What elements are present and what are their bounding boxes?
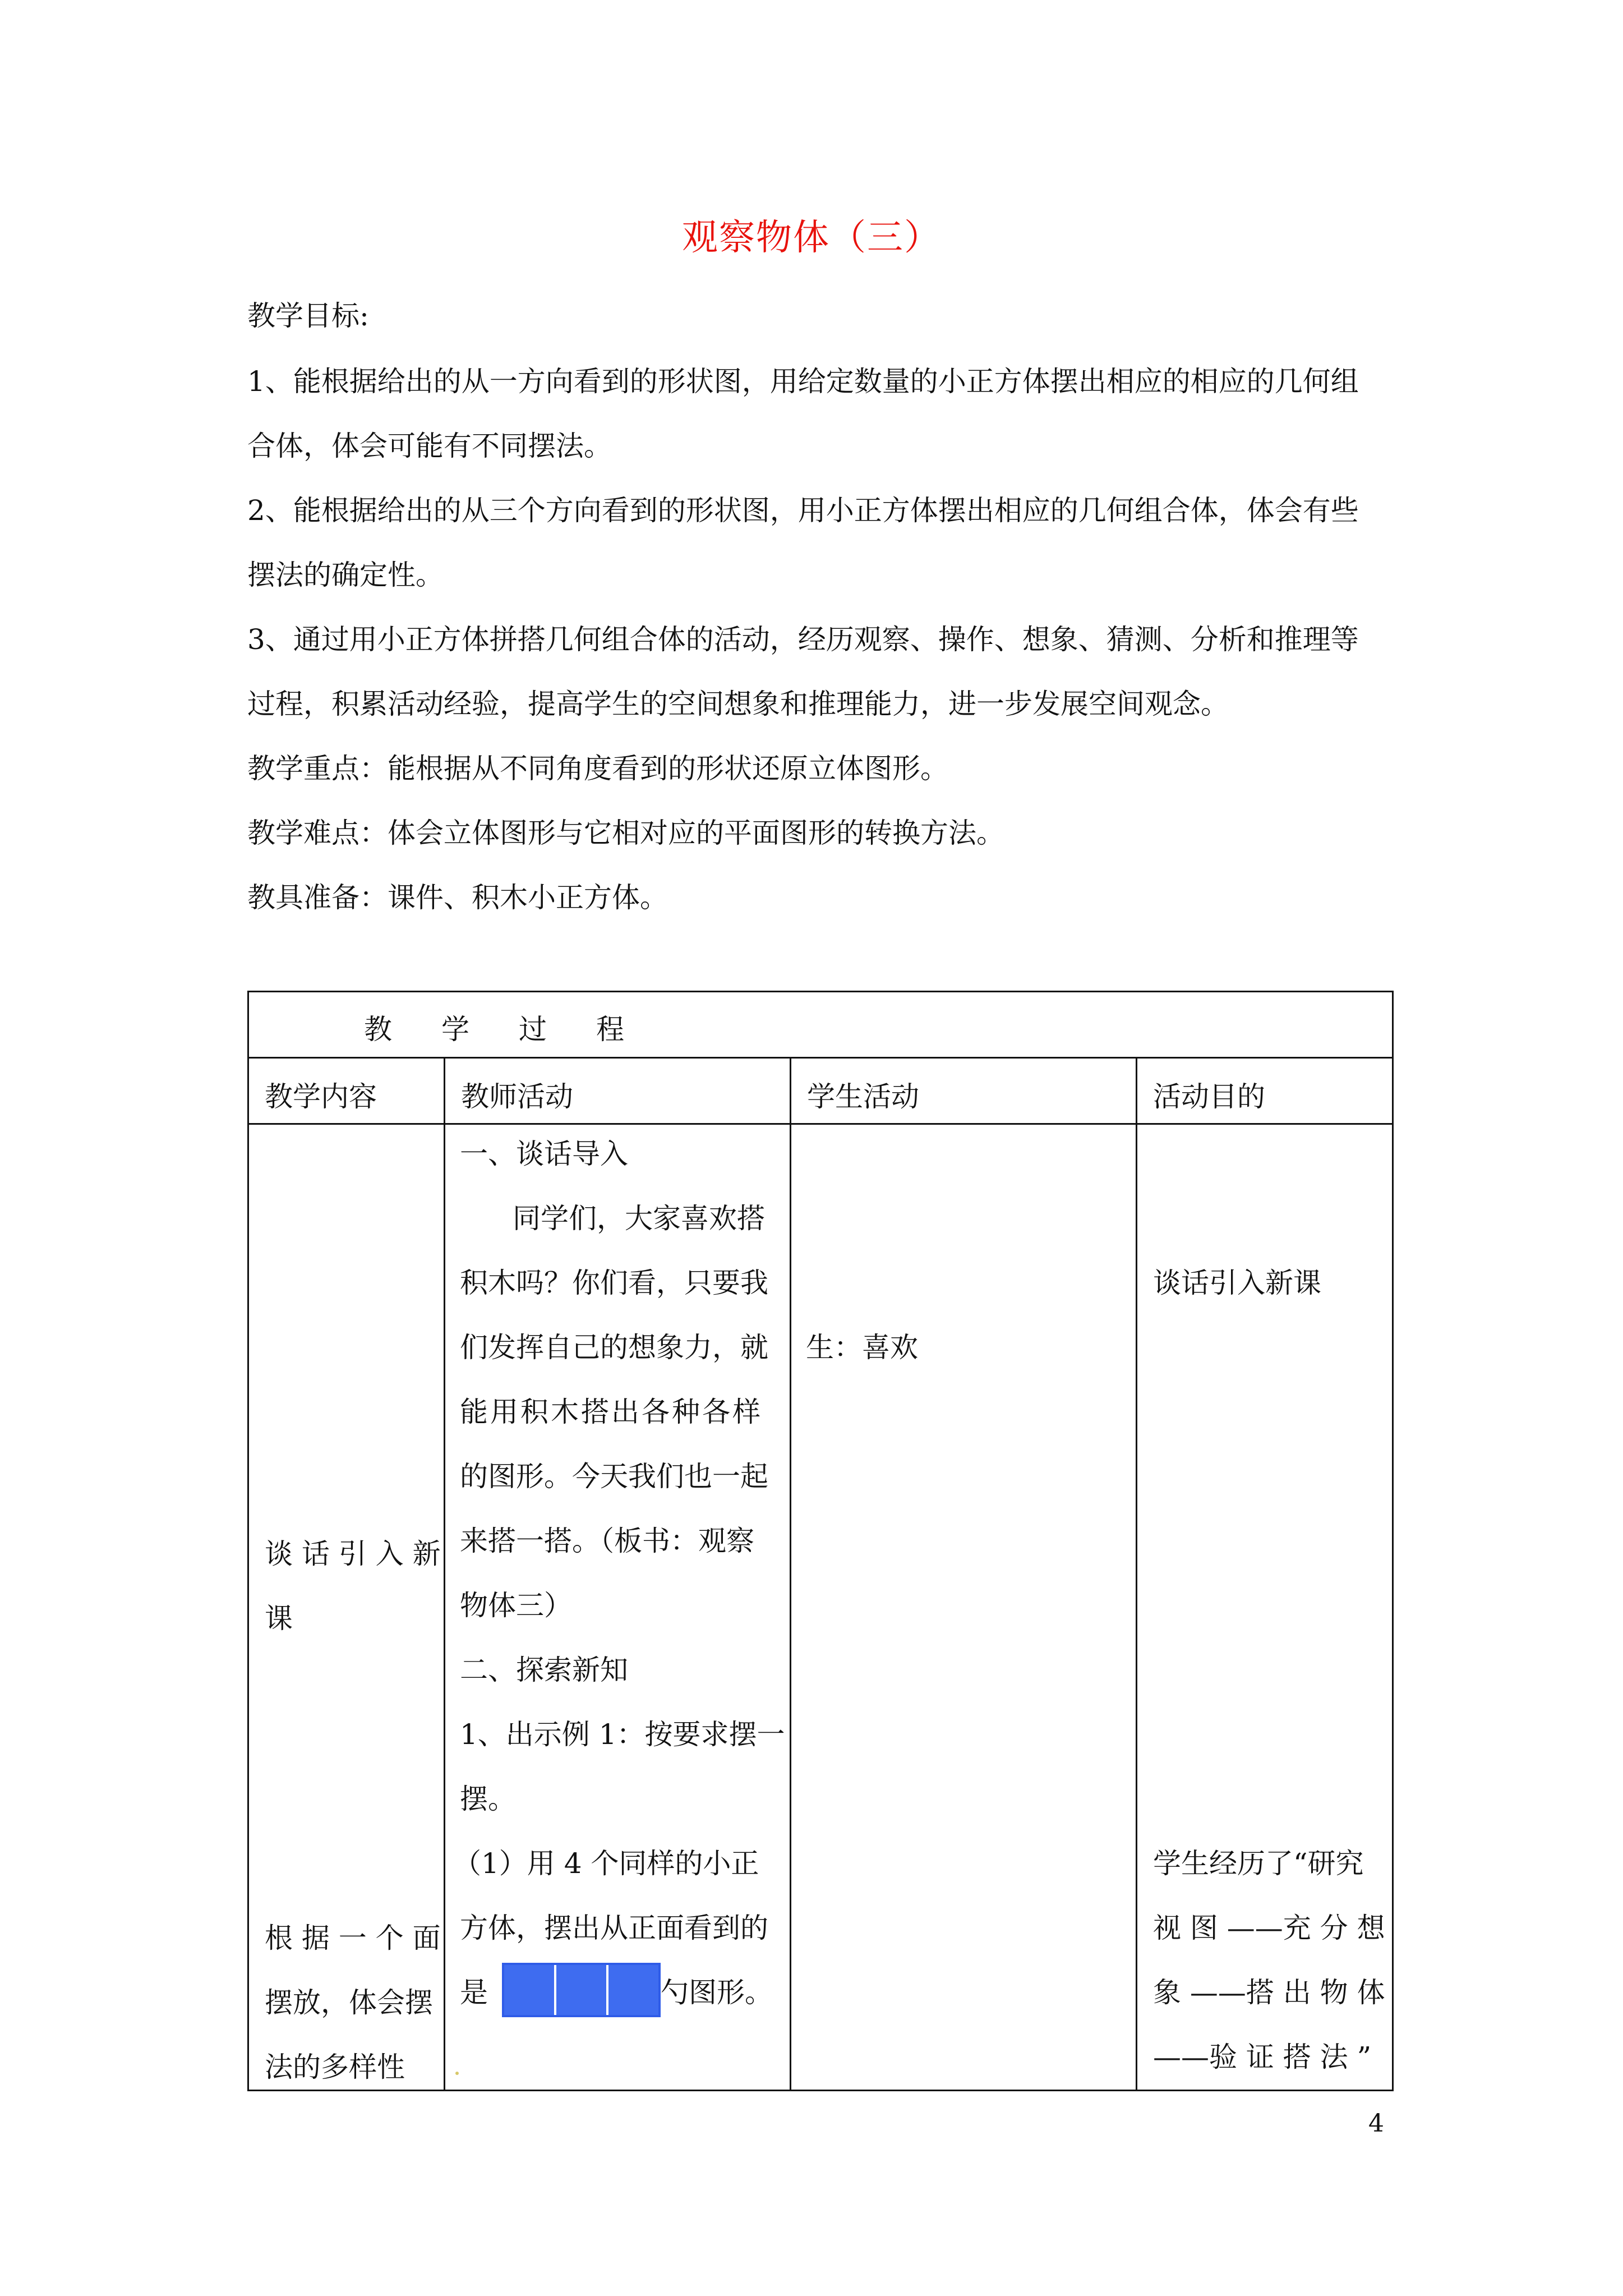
content-item-1-line-2: 课 <box>265 1602 293 1635</box>
goals-label: 教学目标: <box>247 300 369 332</box>
goal-3-line-2: 过程，积累活动经验，提高学生的空间想象和推理能力，进一步发展空间观念。 <box>247 688 1229 720</box>
column-header-student <box>791 1058 1137 1124</box>
teacher-line: 的图形。今天我们也一起 <box>460 1460 768 1493</box>
content-item-1-line-1: 谈 话 引 入 新 <box>265 1538 441 1570</box>
content-item-2-line-3: 法的多样性 <box>265 2051 405 2083</box>
student-activity-cell <box>791 1124 1137 2091</box>
purpose-line: 象 ——搭 出 物 体 <box>1153 1976 1385 2009</box>
page-title: 观察物体（三） <box>682 217 941 259</box>
purpose-line: 学生经历了“研究 <box>1153 1847 1364 1880</box>
teacher-line: 1、出示例 1：按要求摆一 <box>460 1718 785 1751</box>
teacher-line: 二、探索新知 <box>460 1654 628 1686</box>
materials: 教具准备：课件、积木小正方体。 <box>247 881 668 914</box>
goal-3-line-1: 3、通过用小正方体拼搭几何组合体的活动，经历观察、操作、想象、猜测、分析和推理等 <box>247 623 1359 656</box>
teacher-line: （1）用 4 个同样的小正 <box>453 1847 759 1880</box>
teacher-activity-cell <box>445 1124 791 2091</box>
speck-dot <box>455 2072 459 2075</box>
teacher-line: 一、谈话导入 <box>460 1138 628 1170</box>
column-header-content <box>248 1058 445 1124</box>
table-title-cell <box>248 992 1393 1058</box>
goal-1-line-1: 1、能根据给出的从一方向看到的形状图，用给定数量的小正方体摆出相应的相应的几何组 <box>247 365 1359 398</box>
purpose-cell <box>1137 1124 1393 2091</box>
teaching-process-table <box>247 991 1394 2091</box>
goal-1-line-2: 合体，体会可能有不同摆法。 <box>247 430 612 462</box>
teacher-line: 能用积木搭出各种各样 <box>460 1396 763 1428</box>
page-number: 4 <box>1368 2109 1384 2138</box>
teacher-line: 积木吗？你们看，只要我 <box>460 1267 768 1299</box>
three-squares-figure <box>502 1963 661 2017</box>
teacher-line: 物体三） <box>460 1589 572 1622</box>
teacher-line: 是 <box>460 1976 488 2009</box>
column-header-teacher <box>445 1058 791 1124</box>
difficulty: 教学难点：体会立体图形与它相对应的平面图形的转换方法。 <box>247 817 1004 849</box>
teacher-line: 来搭一搭。（板书：观察 <box>460 1525 754 1557</box>
teacher-line: 勺图形。 <box>661 1976 773 2009</box>
column-header: 活动目的 <box>1153 1080 1265 1113</box>
purpose-line: ——验 证 搭 法 ” <box>1153 2041 1372 2073</box>
key-point: 教学重点：能根据从不同角度看到的形状还原立体图形。 <box>247 752 948 785</box>
column-header: 教学内容 <box>265 1080 377 1113</box>
student-line: 生：喜欢 <box>806 1331 918 1364</box>
content-item-2-line-2: 摆放，体会摆 <box>265 1986 433 2019</box>
teacher-line: 们发挥自己的想象力，就 <box>460 1331 768 1364</box>
teacher-line: 方体，摆出从正面看到的 <box>460 1912 768 1944</box>
content-cell <box>248 1124 445 2091</box>
purpose-line: 谈话引入新课 <box>1153 1267 1321 1299</box>
purpose-line: 视 图 ——充 分 想 <box>1153 1912 1385 1944</box>
content-item-2-line-1: 根 据 一 个 面 <box>265 1922 441 1954</box>
goal-2-line-2: 摆法的确定性。 <box>247 559 444 591</box>
column-header: 学生活动 <box>807 1080 919 1113</box>
table-title: 教学过程 <box>364 1013 674 1046</box>
column-header-purpose <box>1137 1058 1393 1124</box>
teacher-line: 摆。 <box>460 1783 516 1815</box>
teacher-line: 同学们，大家喜欢搭 <box>513 1202 765 1235</box>
goal-2-line-1: 2、能根据给出的从三个方向看到的形状图，用小正方体摆出相应的几何组合体，体会有些 <box>247 494 1359 527</box>
column-header: 教师活动 <box>461 1080 573 1113</box>
